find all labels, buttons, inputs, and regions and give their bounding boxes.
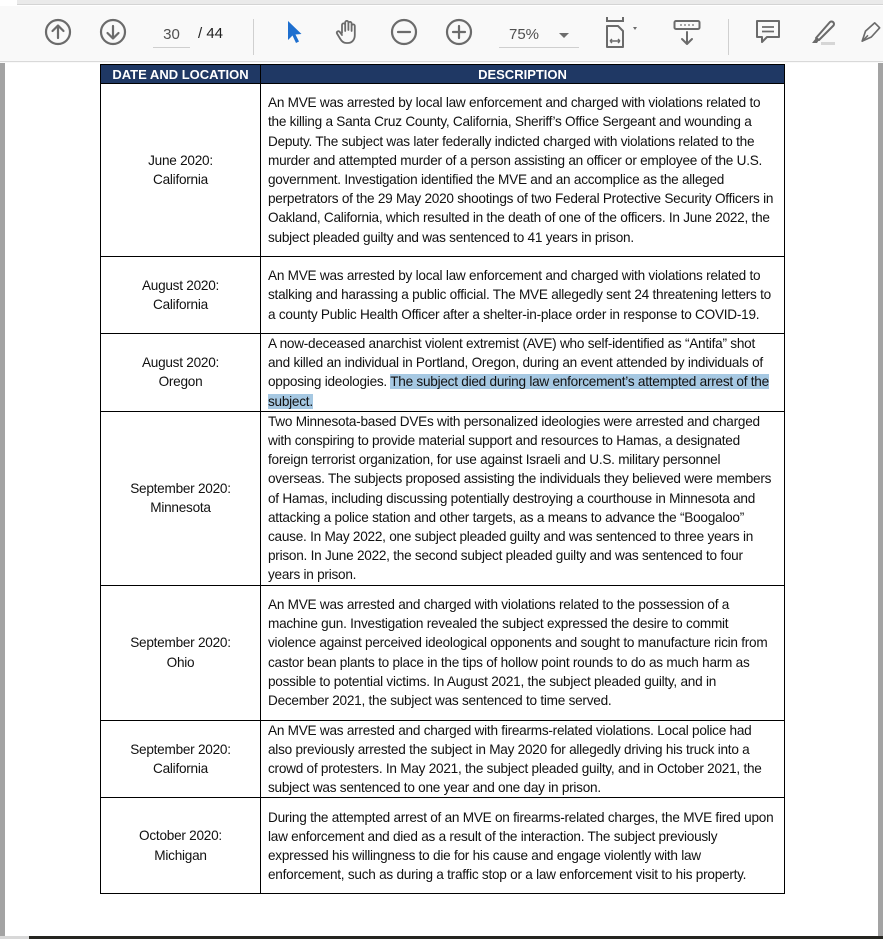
- left-scrollbar[interactable]: [0, 63, 5, 937]
- incident-date: September 2020:: [130, 635, 231, 651]
- select-tool-button[interactable]: [278, 16, 310, 48]
- date-location-cell: [101, 411, 261, 585]
- date-location-cell: [101, 84, 261, 257]
- incident-location: Oregon: [158, 374, 203, 390]
- zoom-level-value: 75%: [509, 26, 540, 43]
- table-row: [101, 798, 785, 894]
- description-cell: Two Minnesota-based DVEs with personalized ideologies were arrested and charged with conspiring to provide material support and resources to Hamas, a designated foreign terrorist organization, for use against Israeli and U.S. military personnel overseas. The subjects proposed assisting the individuals they believed were members of Hamas, including discussing potentially destroying a courthouse in Minnesota and attacking a police station and other targets, as a means to advance the “Boogaloo” cause. In May 2022, one subject pleaded guilty and was sentenced to three years in prison. In June 2022, the second subject pleaded guilty and was sentenced to four years in prison.: [261, 411, 785, 585]
- highlighter-pen-icon: [807, 16, 839, 48]
- plus-circle-icon: [445, 18, 473, 46]
- incident-date: August 2020:: [141, 277, 220, 293]
- date-location-cell: [101, 798, 261, 894]
- comment-icon: [753, 17, 783, 47]
- description-cell: An MVE was arrested by local law enforcement and charged with violations related to the killing a Santa Cruz County, California, Sheriff’s Office Sergeant and wounding a Deputy. The subject was later federally indicted charged with violations related to the murder and attempted murder of a person assisting an officer or employee of the U.S. government. Investigation identified the MVE and an accomplice as the alleged perpetrators of the 29 May 2020 shootings of two Federal Protective Security Officers in Oakland, California, which resulted in the death of one of the officers. In June 2022, the subject pleaded guilty and was sentenced to 41 years in prison.: [261, 84, 785, 257]
- incident-location: Michigan: [154, 847, 207, 863]
- comment-button[interactable]: [752, 16, 784, 48]
- description-cell: An MVE was arrested and charged with firearms-related violations. Local police had also previously arrested the subject in May 2020 for allegedly driving his truck into a crowd of protesters. In May 2021, the subject pleaded guilty, and in October 2021, the subject was sentenced to one year and one day in prison.: [261, 720, 785, 798]
- hand-tool-button[interactable]: [332, 16, 364, 48]
- zoom-out-button[interactable]: [388, 16, 420, 48]
- vertical-scrollbar[interactable]: [878, 63, 883, 937]
- zoom-in-button[interactable]: [443, 16, 475, 48]
- incident-date: September 2020:: [130, 741, 231, 757]
- document-viewer[interactable]: [0, 63, 883, 939]
- fit-page-button[interactable]: [600, 16, 648, 48]
- incident-location: Ohio: [166, 654, 195, 670]
- description-cell: An MVE was arrested by local law enforcement and charged with violations related to stalking and harassing a public official. The MVE allegedly sent 24 threatening letters to a county Public Health Officer after a shelter-in-place order in response to COVID-19.: [261, 257, 785, 334]
- table-header-row: [101, 65, 785, 84]
- hand-icon: [333, 17, 363, 47]
- arrow-down-circle-icon: [99, 18, 127, 46]
- toolbar-separator: [728, 19, 729, 55]
- fit-page-icon: [601, 15, 647, 49]
- table-row: [101, 84, 785, 257]
- highlight-button[interactable]: [807, 16, 839, 48]
- incidents-table: [100, 64, 785, 894]
- zoom-level-dropdown[interactable]: [499, 22, 579, 48]
- column-header-date-location: DATE AND LOCATION: [101, 65, 261, 84]
- incident-location: California: [153, 172, 208, 187]
- description-cell: During the attempted arrest of an MVE on firearms-related charges, the MVE fired upon law enforcement and died as a result of the interaction. The subject previously expressed his willingness to die for his cause and engage violently with law enforcement, such as during a traffic stop or a law enforcement visit to his property.: [261, 798, 785, 894]
- next-page-button[interactable]: [97, 16, 129, 48]
- scroll-mode-button[interactable]: [671, 16, 703, 48]
- sign-button[interactable]: [858, 16, 883, 48]
- date-location-cell: [101, 585, 261, 720]
- incident-date: August 2020:: [141, 354, 220, 370]
- total-pages-label: / 44: [198, 25, 224, 42]
- incident-location: Minnesota: [150, 500, 211, 516]
- minus-circle-icon: [390, 18, 418, 46]
- arrow-up-circle-icon: [44, 18, 72, 46]
- date-location-cell: [101, 334, 261, 412]
- incident-location: California: [153, 297, 208, 312]
- pdf-toolbar: [0, 6, 883, 62]
- toolbar-separator: [253, 19, 254, 55]
- description-cell: [261, 334, 785, 412]
- incident-date: October 2020:: [139, 828, 222, 844]
- description-text: A now-deceased anarchist violent extremist (AVE) who self-identified as “Antifa” shot and killed an individual in Portland, Oregon, during an event attended by individuals of opposing ideologies.: [268, 336, 763, 390]
- incident-date: June 2020:: [148, 152, 213, 168]
- table-row: [101, 585, 785, 720]
- column-header-description: DESCRIPTION: [261, 65, 785, 84]
- chevron-down-icon: [559, 33, 569, 38]
- table-row: [101, 257, 785, 334]
- table-row: [101, 720, 785, 798]
- table-row: [101, 411, 785, 585]
- highlighted-text-selection[interactable]: The subject died during law enforcement’s attempted arrest of the subject.: [268, 374, 769, 409]
- table-row: [101, 334, 785, 412]
- current-page-input[interactable]: [153, 22, 190, 48]
- date-location-cell: [101, 257, 261, 334]
- cursor-arrow-icon: [283, 18, 305, 46]
- scroll-down-icon: [672, 17, 702, 47]
- pen-nib-icon: [858, 17, 883, 47]
- incident-date: September 2020:: [130, 480, 231, 496]
- description-cell: An MVE was arrested and charged with violations related to the possession of a machine gun. Investigation revealed the subject expressed the desire to commit violence against perceived ideological opponents and sought to manufacture ricin from castor bean plants to place in the tips of hollow point rounds to do as much harm as possible to potential victims. In August 2021, the subject pleaded guilty, and in December 2021, the subject was sentenced to time served.: [261, 585, 785, 720]
- previous-page-button[interactable]: [42, 16, 74, 48]
- incident-location: California: [153, 761, 208, 777]
- date-location-cell: [101, 720, 261, 798]
